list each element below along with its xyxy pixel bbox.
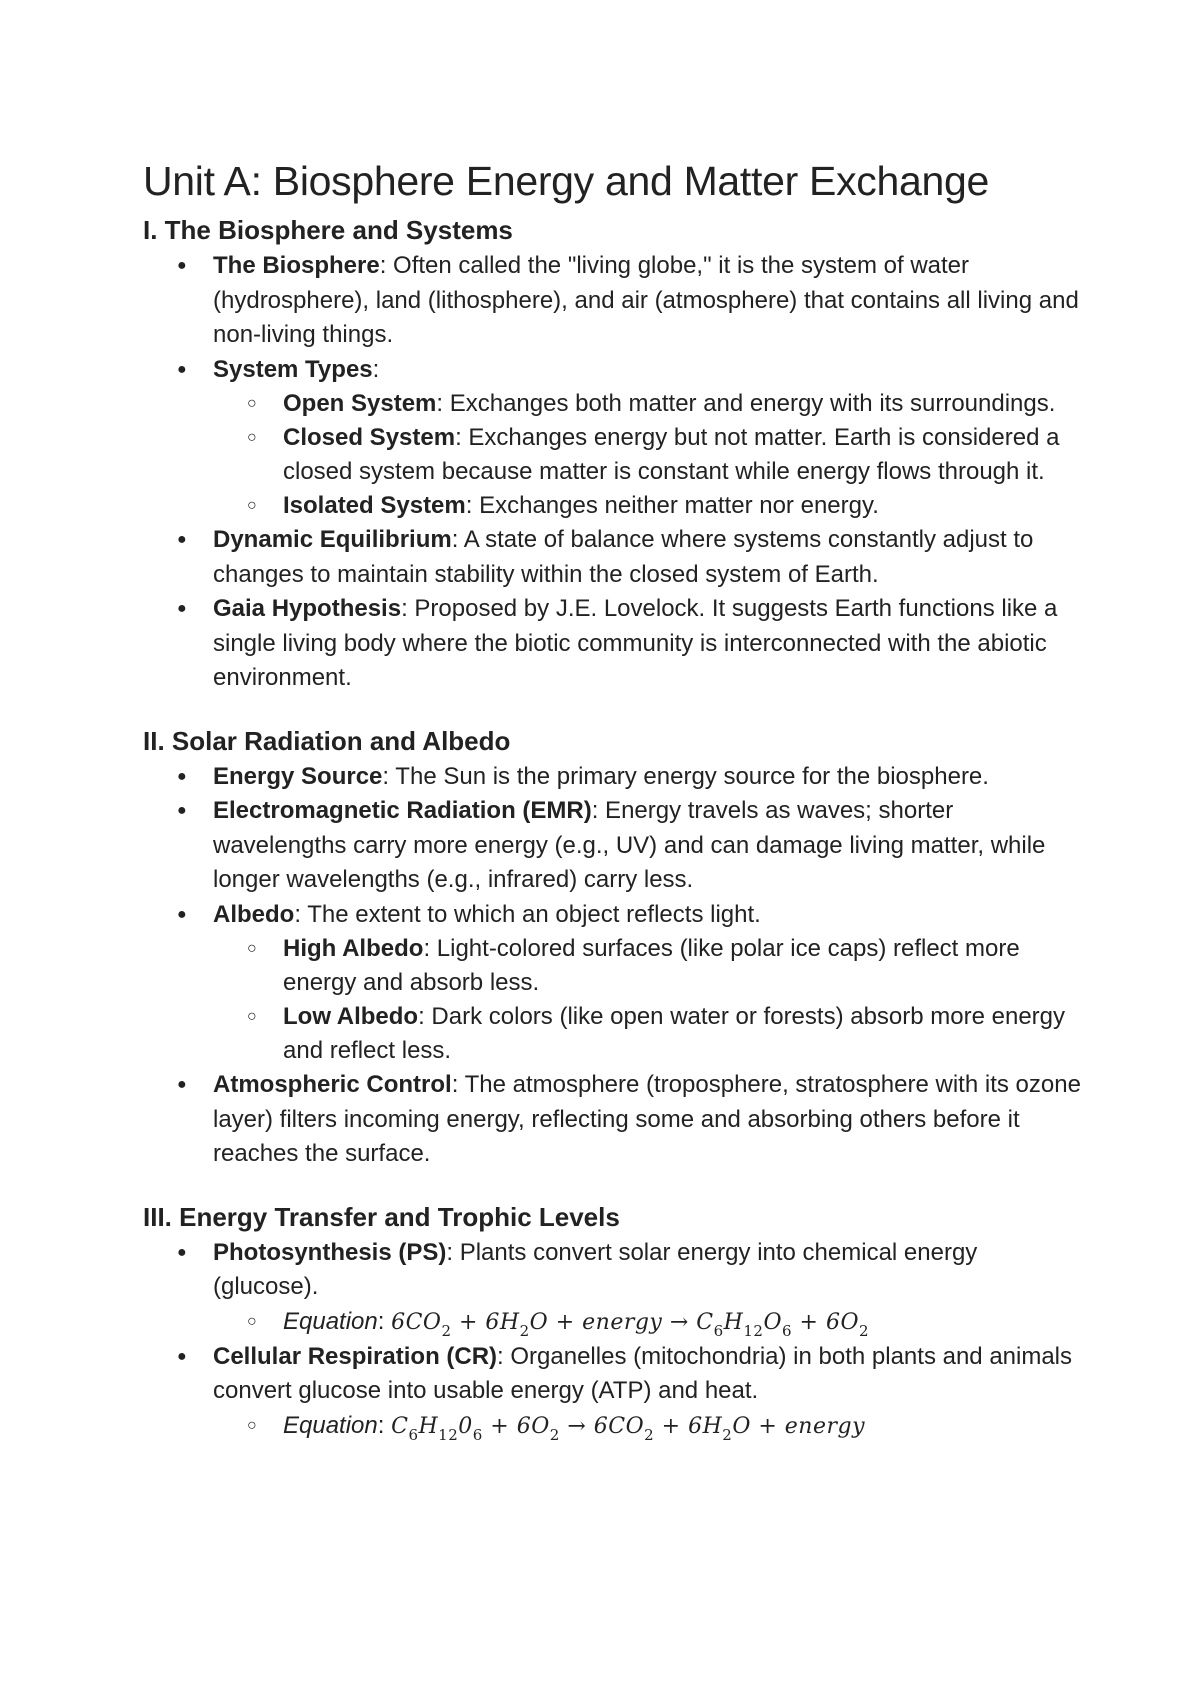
sub-bullet-list bbox=[213, 387, 1083, 523]
bullet-list bbox=[143, 1236, 1083, 1444]
equation-term: + 6O bbox=[482, 1413, 550, 1439]
sub-list-item bbox=[283, 387, 1083, 421]
list-item bbox=[213, 1340, 1083, 1444]
definition: : Dark colors (like open water or forests) absorb more energy and reflect less. bbox=[283, 1003, 1066, 1064]
equation-item bbox=[283, 1409, 1083, 1444]
section-solar-radiation-albedo bbox=[143, 722, 1083, 1172]
definition: : The atmosphere (troposphere, stratosphere with its ozone layer) filters incoming energy, reflecting some and absorbing others before it reaches the surface. bbox=[213, 1071, 1081, 1167]
term: Closed System bbox=[283, 424, 456, 451]
term: Low Albedo bbox=[283, 1003, 419, 1030]
equation-term: C bbox=[688, 1309, 714, 1335]
equation-subscript: 2 bbox=[519, 1321, 530, 1340]
term: System Types bbox=[213, 355, 373, 383]
list-item bbox=[213, 760, 1083, 795]
section-heading: III. Energy Transfer and Trophic Levels bbox=[143, 1201, 620, 1232]
definition: : Plants convert solar energy into chemical energy (glucose). bbox=[213, 1238, 978, 1300]
term: Energy Source bbox=[213, 762, 383, 790]
section-heading: I. The Biosphere and Systems bbox=[143, 215, 513, 245]
definition: : Exchanges both matter and energy with its surroundings. bbox=[436, 390, 1056, 417]
definition: : Energy travels as waves; shorter wavelengths carry more energy (e.g., UV) and can damage living matter, while longer wavelengths (e.g., infrared) carry less. bbox=[213, 797, 1046, 893]
equation-subscript: 6 bbox=[782, 1321, 793, 1340]
document-page bbox=[143, 155, 1083, 1444]
equation-term: H bbox=[723, 1309, 744, 1335]
equation-subscript: 2 bbox=[644, 1425, 655, 1444]
definition: : Often called the "living globe," it is the system of water (hydrosphere), land (lithosphere), and air (atmosphere) that contains all living and non-living things. bbox=[213, 252, 1079, 348]
section-heading: II. Solar Radiation and Albedo bbox=[143, 725, 511, 756]
equation-label: Equation bbox=[283, 1411, 378, 1439]
equation-term: O bbox=[763, 1309, 782, 1335]
definition: : bbox=[372, 355, 380, 383]
definition: : The Sun is the primary energy source for the biosphere. bbox=[382, 762, 989, 790]
list-item bbox=[213, 794, 1083, 898]
page-title: Unit A: Biosphere Energy and Matter Exchange bbox=[143, 158, 990, 204]
sub-list-item bbox=[283, 489, 1083, 523]
definition: : The extent to which an object reflects light. bbox=[294, 900, 761, 928]
photosynthesis-equation bbox=[391, 1309, 870, 1340]
bullet-list bbox=[143, 760, 1083, 1172]
term: Dynamic Equilibrium bbox=[213, 526, 452, 553]
list-item bbox=[213, 1068, 1083, 1172]
equation-term: O + energy bbox=[732, 1413, 866, 1439]
definition: : A state of balance where systems constantly adjust to changes to maintain stability within the closed system of Earth. bbox=[213, 526, 1034, 588]
section-biosphere-systems bbox=[143, 211, 1083, 696]
equation-subscript: 12 bbox=[743, 1321, 764, 1340]
term: Electromagnetic Radiation (EMR) bbox=[213, 797, 592, 824]
equation-item bbox=[283, 1305, 1083, 1340]
definition: : Organelles (mitochondria) in both plants and animals convert glucose into usable energy (ATP) and heat. bbox=[213, 1342, 1073, 1404]
equation-term: 6CO bbox=[586, 1413, 645, 1439]
equation-subscript: 6 bbox=[472, 1425, 483, 1444]
term: High Albedo bbox=[283, 935, 424, 962]
section-energy-transfer bbox=[143, 1198, 1083, 1444]
term: Atmospheric Control bbox=[213, 1071, 452, 1098]
equation-subscript: 12 bbox=[438, 1425, 459, 1444]
list-item bbox=[213, 592, 1083, 696]
equation-term: O + energy bbox=[529, 1309, 670, 1335]
bullet-list bbox=[143, 249, 1083, 696]
equation-subscript: 2 bbox=[441, 1321, 452, 1340]
equation-subscript: 2 bbox=[859, 1321, 870, 1340]
sub-list-item bbox=[283, 932, 1083, 1000]
sub-list-item bbox=[283, 421, 1083, 489]
equation-arrow: → bbox=[567, 1413, 587, 1439]
sub-bullet-list bbox=[213, 932, 1083, 1068]
list-item bbox=[213, 249, 1083, 353]
sub-bullet-list bbox=[213, 1409, 1083, 1444]
equation-arrow: → bbox=[669, 1309, 689, 1335]
respiration-equation bbox=[391, 1413, 866, 1444]
list-item bbox=[213, 1236, 1083, 1340]
list-item bbox=[213, 353, 1083, 524]
definition: : Exchanges energy but not matter. Earth is considered a closed system because matter is constant while energy flows through it. bbox=[283, 424, 1060, 485]
equation-separator: : bbox=[377, 1307, 392, 1335]
list-item bbox=[213, 898, 1083, 1069]
term: Photosynthesis (PS) bbox=[213, 1238, 447, 1266]
term: The Biosphere bbox=[213, 252, 380, 279]
sub-bullet-list bbox=[213, 1305, 1083, 1340]
equation-term: H bbox=[418, 1413, 439, 1439]
definition: : Exchanges neither matter nor energy. bbox=[465, 492, 879, 519]
term: Cellular Respiration (CR) bbox=[213, 1342, 498, 1370]
term: Gaia Hypothesis bbox=[213, 595, 402, 622]
term: Open System bbox=[283, 390, 437, 417]
equation-subscript: 6 bbox=[713, 1321, 724, 1340]
term: Isolated System bbox=[283, 492, 466, 519]
equation-separator: : bbox=[377, 1411, 392, 1439]
equation-term: 0 bbox=[458, 1413, 473, 1439]
list-item bbox=[213, 523, 1083, 592]
equation-label: Equation bbox=[283, 1307, 378, 1335]
equation-subscript: 2 bbox=[722, 1425, 733, 1444]
equation-subscript: 2 bbox=[549, 1425, 560, 1444]
sub-list-item bbox=[283, 1000, 1083, 1068]
equation-term: + 6H bbox=[451, 1309, 520, 1335]
definition: : Proposed by J.E. Lovelock. It suggests Earth functions like a single living body where the biotic community is interconnected with the abiotic environment. bbox=[213, 595, 1058, 691]
definition: : Light-colored surfaces (like polar ice caps) reflect more energy and absorb less. bbox=[283, 935, 1020, 996]
equation-term: 6CO bbox=[391, 1309, 442, 1335]
equation-term: C bbox=[391, 1413, 409, 1439]
term: Albedo bbox=[213, 900, 295, 928]
equation-term: + 6H bbox=[654, 1413, 723, 1439]
equation-subscript: 6 bbox=[408, 1425, 419, 1444]
equation-term: + 6O bbox=[792, 1309, 859, 1335]
